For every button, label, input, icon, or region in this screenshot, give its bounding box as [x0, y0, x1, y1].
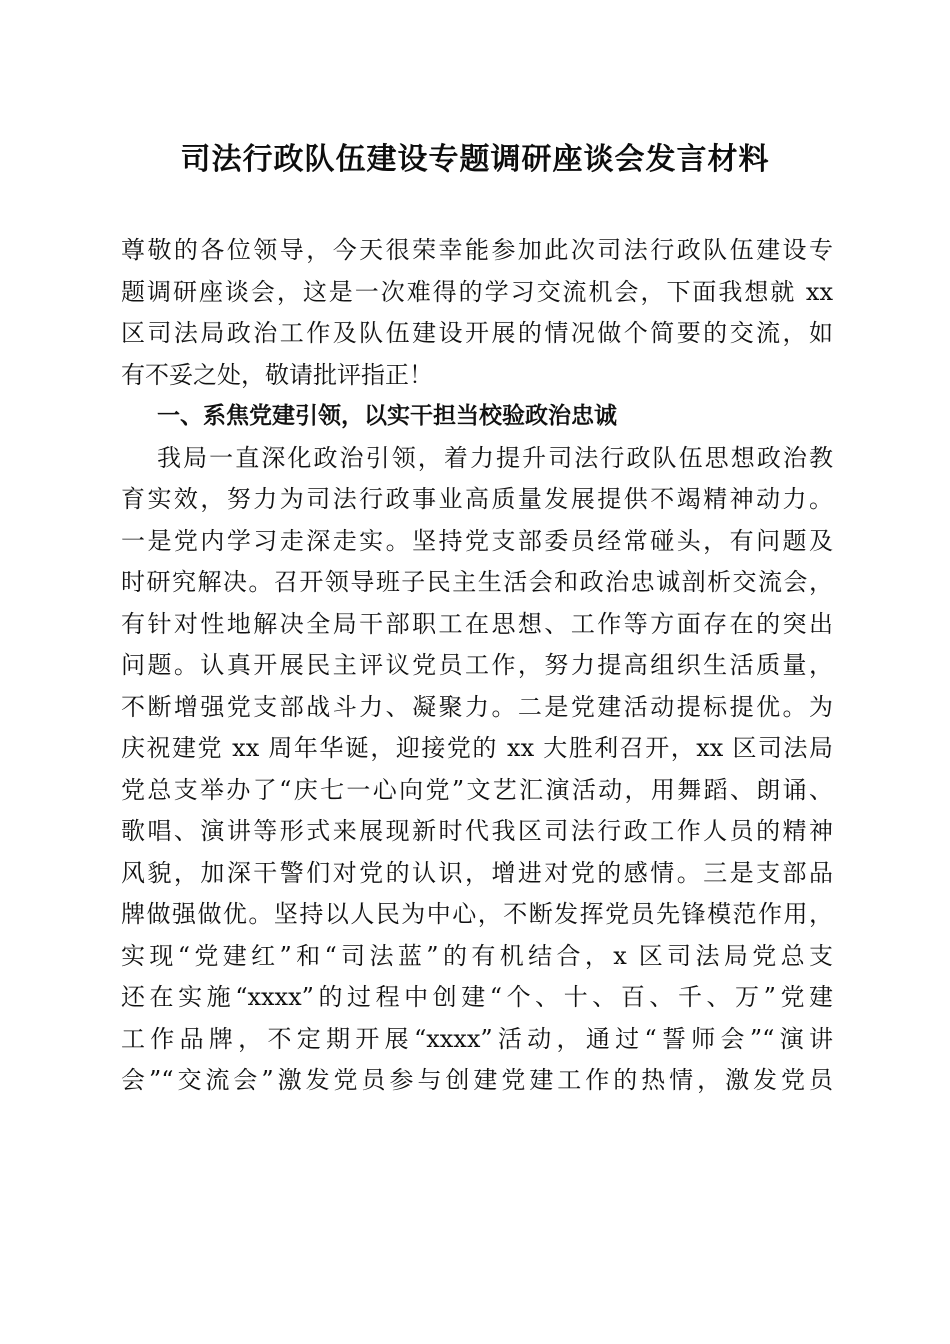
- document-body: [121, 230, 833, 1102]
- body-line: 还在实施“xxxx”的过程中创建“个、十、百、千、万”党建: [121, 983, 833, 1011]
- body-line: 时研究解决。召开领导班子民主生活会和政治忠诚剖析交流会，: [121, 568, 833, 596]
- body-line: 有针对性地解决全局干部职工在思想、工作等方面存在的突出: [121, 609, 833, 638]
- body-line: 党总支举办了“庆七一心向党”文艺汇演活动，用舞蹈、朗诵、: [121, 775, 833, 804]
- body-line: 育实效，努力为司法行政事业高质量发展提供不竭精神动力。: [121, 485, 833, 513]
- body-line: 工作品牌，不定期开展“xxxx”活动，通过“誓师会”“演讲: [121, 1024, 833, 1053]
- body-line: 牌做强做优。坚持以人民为中心，不断发挥党员先锋模范作用，: [121, 900, 833, 928]
- body-line: 尊敬的各位领导，今天很荣幸能参加此次司法行政队伍建设专: [121, 236, 833, 264]
- body-line: 会”“交流会”激发党员参与创建党建工作的热情，激发党员: [121, 1066, 833, 1094]
- body-line: 风貌，加深干警们对党的认识，增进对党的感情。三是支部品: [121, 858, 833, 887]
- body-line: 庆祝建党 xx 周年华诞，迎接党的 xx 大胜利召开，xx 区司法局: [121, 734, 833, 762]
- body-line: 题调研座谈会，这是一次难得的学习交流机会，下面我想就 xx: [121, 277, 833, 306]
- body-line: 我局一直深化政治引领，着力提升司法行政队伍思想政治教: [157, 443, 833, 472]
- body-line: 有不妥之处，敬请批评指正！: [121, 360, 433, 389]
- body-line: 区司法局政治工作及队伍建设开展的情况做个简要的交流，如: [121, 319, 833, 347]
- document-title: 司法行政队伍建设专题调研座谈会发言材料: [180, 142, 770, 177]
- body-line: 不断增强党支部战斗力、凝聚力。二是党建活动提标提优。为: [121, 692, 833, 721]
- section-heading: 一、系焦党建引领，以实干担当校验政治忠诚: [157, 403, 617, 429]
- body-line: 一是党内学习走深走实。坚持党支部委员经常碰头，有问题及: [121, 526, 833, 555]
- body-line: 问题。认真开展民主评议党员工作，努力提高组织生活质量，: [121, 651, 833, 679]
- body-line: 歌唱、演讲等形式来展现新时代我区司法行政工作人员的精神: [121, 817, 833, 845]
- body-line: 实现“党建红”和“司法蓝”的有机结合，x 区司法局党总支: [121, 941, 833, 970]
